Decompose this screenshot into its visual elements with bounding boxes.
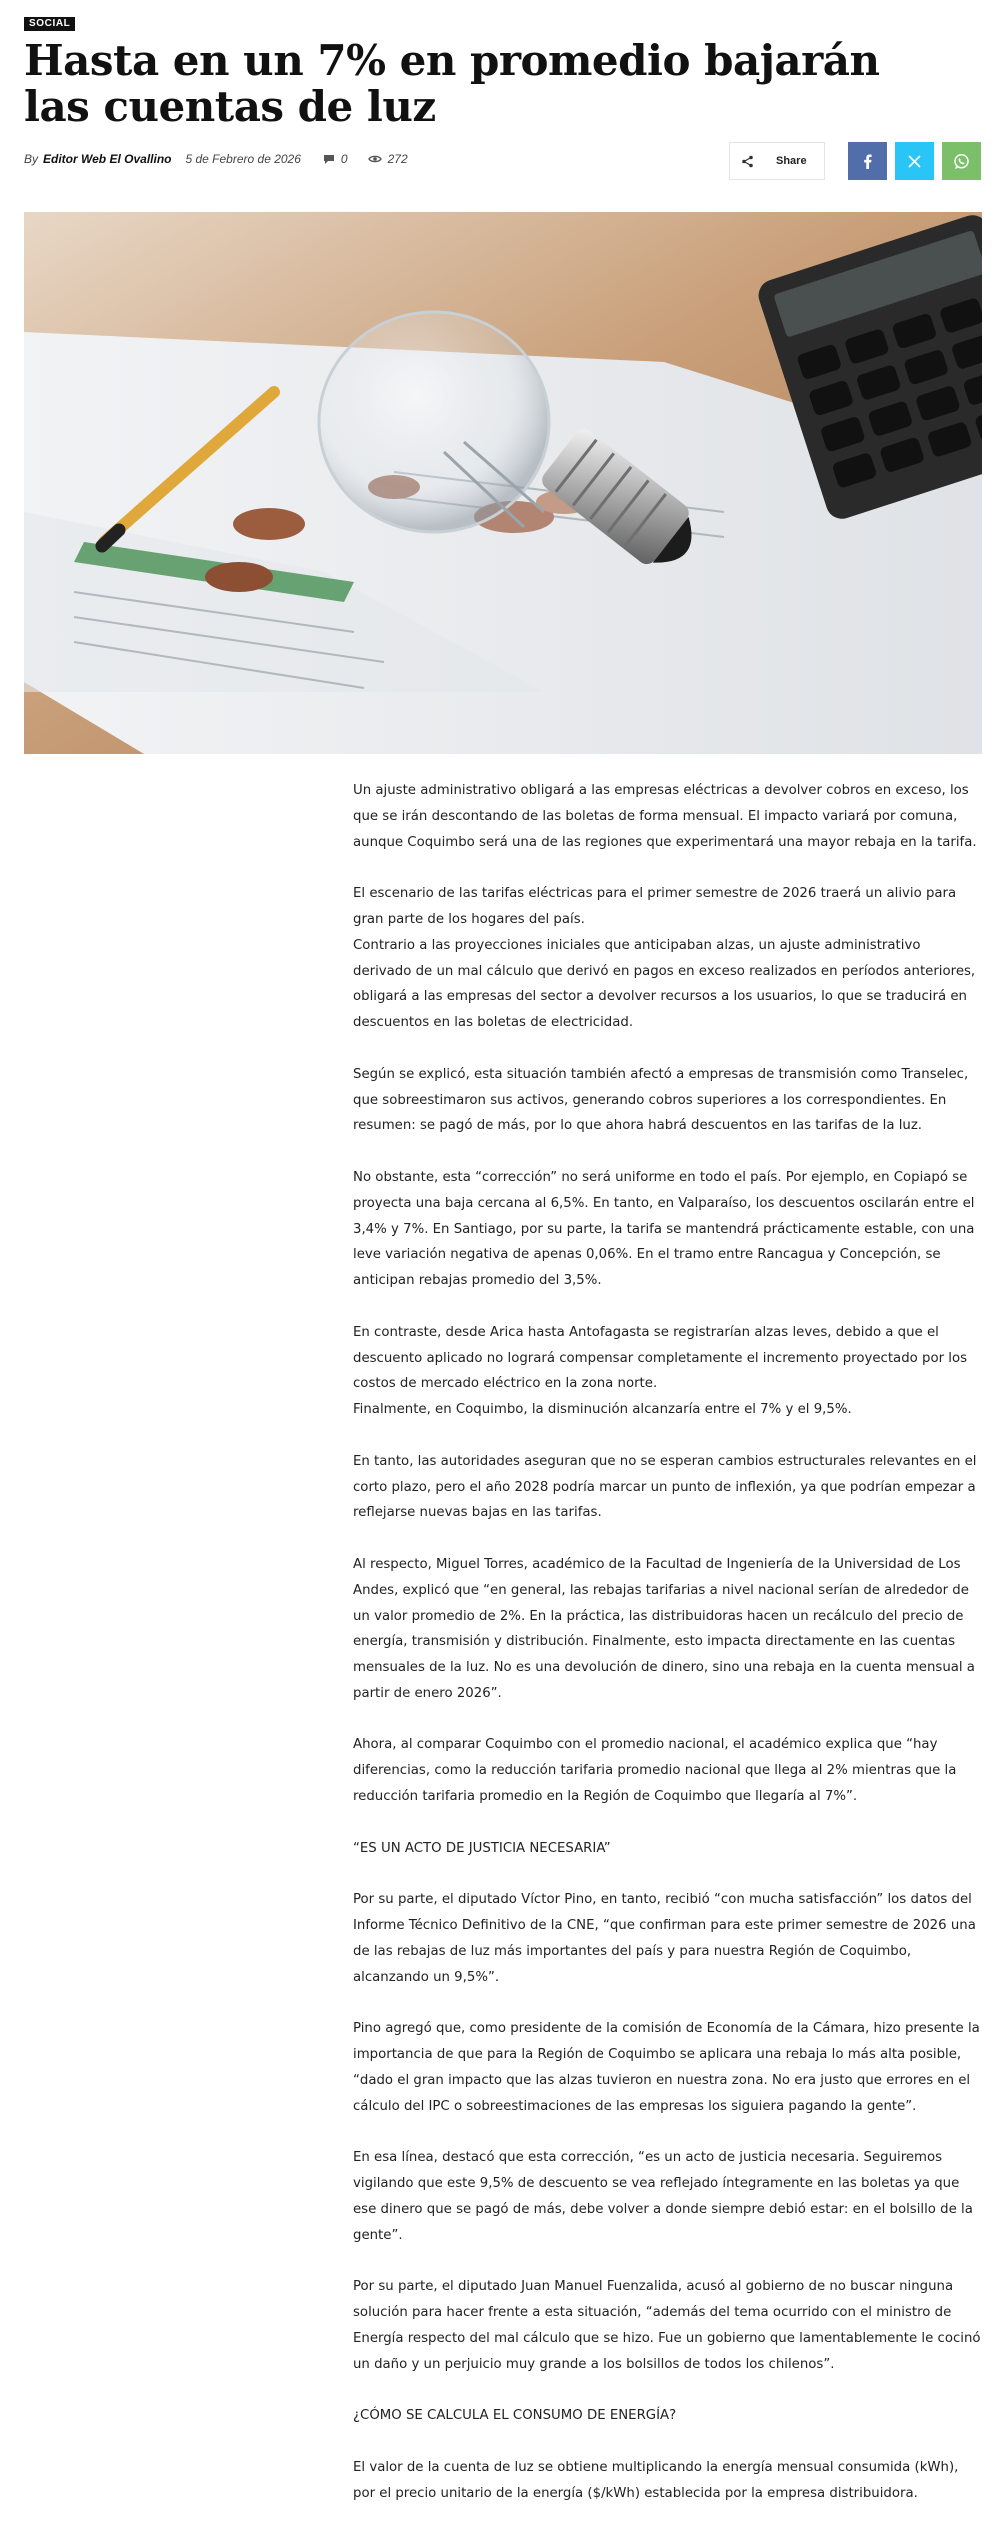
x-share-button[interactable] <box>895 142 934 180</box>
publish-date: 5 de Febrero de 2026 <box>185 152 301 166</box>
category-badge[interactable]: SOCIAL <box>24 17 75 31</box>
article-paragraph <box>353 1320 982 1423</box>
article-meta <box>24 152 408 166</box>
article-paragraph: Por su parte, el diputado Juan Manuel Fuenzalida, acusó al gobierno de no buscar ninguna solución para hacer frente a esta situación, “además del tema ocurrido con el ministro de Energía respecto del mal cálculo que se hizo. Fue un gobierno que lamentablemente le cocinó un daño y un perjuicio muy grande a los bolsillos de todos los chilenos”. <box>353 2279 981 2372</box>
article-paragraph: En tanto, las autoridades aseguran que no se esperan cambios estructurales relevantes en el corto plazo, pero el año 2028 podría marcar un punto de inflexión, ya que podrían empezar a reflejarse nuevas bajas en las tarifas. <box>353 1453 977 1521</box>
article-paragraph: Un ajuste administrativo obligará a las empresas eléctricas a devolver cobros en exceso, los que se irán descontando de las boletas de forma mensual. El impacto variará por comuna, aunque Coquimbo será una de las regiones que experimentará una mayor rebaja en la tarifa. <box>353 783 977 850</box>
views-count-value: 272 <box>387 152 408 166</box>
share-label: Share <box>776 155 807 167</box>
facebook-share-button[interactable] <box>848 142 887 180</box>
article-paragraph: Pino agregó que, como presidente de la comisión de Economía de la Cámara, hizo presente la importancia de que para la Región de Coquimbo se aplicara una rebaja lo más alta posible, “dado el gran impacto que las alzas tuvieron en nuestra zona. No era justo que errores en el cálculo del IPC o sobreestimaciones de las empresas los siguiera pagando la gente”. <box>353 2021 980 2114</box>
x-twitter-icon <box>908 155 921 168</box>
paragraph-line: En contraste, desde Arica hasta Antofagasta se registrarían alzas leves, debido a que el descuento aplicado no logrará compensar completamente el incremento proyectado por los costos de mercado eléctrico en la zona norte. <box>353 1324 968 1392</box>
article-body <box>353 778 982 2522</box>
article-title: Hasta en un 7% en promedio bajarán las cuentas de luz <box>24 36 880 131</box>
article-paragraph: No obstante, esta “corrección” no será uniforme en todo el país. Por ejemplo, en Copiapó se proyecta una baja cercana al 6,5%. En tanto, en Valparaíso, los descuentos oscilarán entre el 3,4% y 7%. En Santiago, por su parte, la tarifa se mantendrá prácticamente estable, con una leve variación negativa de apenas 0,06%. En el tramo entre Rancagua y Concepción, se anticipan rebajas promedio del 3,5%. <box>353 1169 975 1289</box>
eye-icon <box>368 154 382 164</box>
article-paragraph: En esa línea, destacó que esta corrección, “es un acto de justicia necesaria. Seguiremos vigilando que este 9,5% de descuento se vea reflejado íntegramente en las boletas ya que ese dinero que se pagó de más, debe volver a donde siempre debió estar: en el bolsillo de la gente”. <box>353 2150 973 2243</box>
byline-prefix: By <box>24 152 39 166</box>
article-paragraph <box>353 881 982 1036</box>
article-paragraph: Al respecto, Miguel Torres, académico de la Facultad de Ingeniería de la Universidad de Los Andes, explicó que “en general, las rebajas tarifarias a nivel nacional serían de alrededor de un valor promedio de 2%. En la práctica, las distribuidoras hacen un recálculo del precio de energía, transmisión y distribución. Finalmente, esto impacta directamente en las cuentas mensuales de la luz. No es una devolución de dinero, sino una rebaja en la cuenta mensual a partir de enero 2026”. <box>353 1556 975 1701</box>
comment-icon <box>323 154 335 165</box>
comments-count-value: 0 <box>340 152 348 166</box>
paragraph-line: El escenario de las tarifas eléctricas para el primer semestre de 2026 traerá un alivio para gran parte de los hogares del país. <box>353 886 957 927</box>
whatsapp-share-button[interactable] <box>942 142 981 180</box>
whatsapp-icon <box>953 153 970 170</box>
article-paragraph: El valor de la cuenta de luz se obtiene multiplicando la energía mensual consumida (kWh), por el precio unitario de la energía ($/kWh) establecida por la empresa distribuidora. <box>353 2459 959 2501</box>
paragraph-line: Contrario a las proyecciones iniciales que anticipaban alzas, un ajuste administrativo derivado de un mal cálculo que derivó en pagos en exceso realizados en períodos anteriores, obligará a las empresas del sector a devolver recursos a los usuarios, lo que se traducirá en descuentos en las boletas de electricidad. <box>353 937 976 1031</box>
hero-image <box>24 212 982 754</box>
share-button[interactable] <box>729 142 825 180</box>
author-link[interactable]: Editor Web El Ovallino <box>43 152 172 166</box>
article-subheading: “ES UN ACTO DE JUSTICIA NECESARIA” <box>353 1840 611 1856</box>
article-paragraph: Según se explicó, esta situación también afectó a empresas de transmisión como Transelec, que sobreestimaron sus activos, generando cobros superiores a los correspondientes. En resumen: se pagó de más, por lo que ahora habrá descuentos en las tarifas de la luz. <box>353 1066 969 1134</box>
paragraph-line: Finalmente, en Coquimbo, la disminución alcanzaría entre el 7% y el 9,5%. <box>353 1402 852 1418</box>
article-paragraph: Ahora, al comparar Coquimbo con el promedio nacional, el académico explica que “hay diferencias, como la reducción tarifaria promedio nacional que llega al 2% mientras que la reducción tarifaria promedio en la Región de Coquimbo que llegaría al 7%”. <box>353 1737 957 1805</box>
views-count <box>368 152 408 166</box>
article-paragraph: Por su parte, el diputado Víctor Pino, en tanto, recibió “con mucha satisfacción” los datos del Informe Técnico Definitivo de la CNE, “que confirman para este primer semestre de 2026 una de las rebajas de luz más importantes del país y para nuestra Región de Coquimbo, alcanzando un 9,5%”. <box>353 1892 976 1985</box>
article-subheading: ¿CÓMO SE CALCULA EL CONSUMO DE ENERGÍA? <box>353 2408 677 2424</box>
comments-count[interactable] <box>323 152 348 166</box>
share-icon <box>730 155 764 168</box>
facebook-icon <box>863 154 872 169</box>
